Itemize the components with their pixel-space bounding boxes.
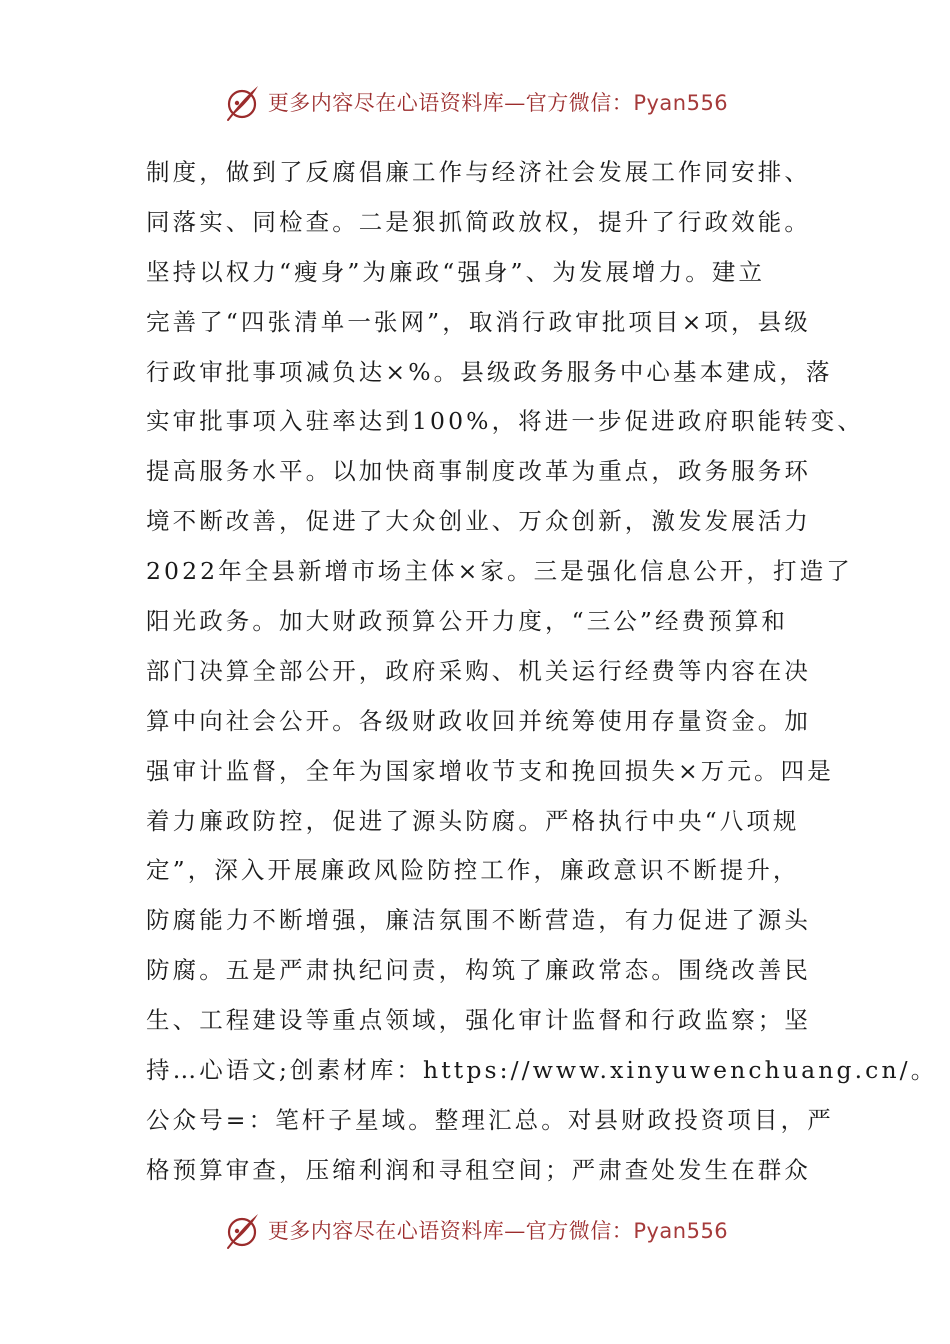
text-line: 生、工程建设等重点领域，强化审计监督和行政监察；坚 <box>146 1006 811 1035</box>
text-line: 定”，深入开展廉政风险防控工作，廉政意识不断提升， <box>146 856 800 885</box>
text-line: 完善了“四张清单一张网”，取消行政审批项目×项，县级 <box>146 307 811 336</box>
text-line: 强审计监督，全年为国家增收节支和挽回损失×万元。四是 <box>146 756 834 785</box>
text-line: 提高服务水平。以加快商事制度改革为重点，政务服务环 <box>146 457 811 486</box>
text-line: 着力廉政防控，促进了源头防腐。严格执行中央“八项规 <box>146 806 800 835</box>
watermark-text <box>268 1215 728 1245</box>
footer-watermark <box>0 1206 950 1254</box>
text-line: 防腐能力不断增强，廉洁氛围不断营造，有力促进了源头 <box>146 906 811 935</box>
quill-pen-circle-icon <box>222 82 262 122</box>
watermark-label: 更多内容尽在心语资料库—官方微信： <box>267 91 634 115</box>
watermark-contact: Pyan556 <box>633 91 729 115</box>
text-line: 阳光政务。加大财政预算公开力度，“三公”经费预算和 <box>146 607 789 636</box>
text-line-with-link: 持…心语文;创素材库：https://www.xinyuwenchuang.cn/。 <box>146 1056 938 1085</box>
text-line: 算中向社会公开。各级财政收回并统筹使用存量资金。加 <box>146 706 811 735</box>
text-line: 同落实、同检查。二是狠抓简政放权，提升了行政效能。 <box>146 207 811 236</box>
header-watermark <box>0 78 950 126</box>
text-line: 格预算审查，压缩利润和寻租空间；严肃查处发生在群众 <box>146 1155 811 1184</box>
text-line: 部门决算全部公开，政府采购、机关运行经费等内容在决 <box>146 656 811 685</box>
quill-pen-circle-icon <box>222 1210 262 1250</box>
watermark-text <box>268 87 728 117</box>
text-line: 公众号=：笔杆子星域。整理汇总。对县财政投资项目，严 <box>146 1105 834 1134</box>
watermark-contact: Pyan556 <box>633 1219 729 1243</box>
text-line: 境不断改善，促进了大众创业、万众创新，激发发展活力 <box>146 507 811 536</box>
text-line: 实审批事项入驻率达到100%，将进一步促进政府职能转变、 <box>146 407 864 436</box>
text-line: 防腐。五是严肃执纪问责，构筑了廉政常态。围绕改善民 <box>146 956 811 985</box>
text-line: 行政审批事项减负达×%。县级政务服务中心基本建成，落 <box>146 357 833 386</box>
text-line: 坚持以权力“瘦身”为廉政“强身”、为发展增力。建立 <box>146 257 766 286</box>
text-line: 2022年全县新增市场主体×家。三是强化信息公开，打造了 <box>146 557 853 586</box>
text-line: 制度，做到了反腐倡廉工作与经济社会发展工作同安排、 <box>146 158 811 186</box>
document-body <box>146 148 938 1196</box>
watermark-label: 更多内容尽在心语资料库—官方微信： <box>267 1219 634 1243</box>
